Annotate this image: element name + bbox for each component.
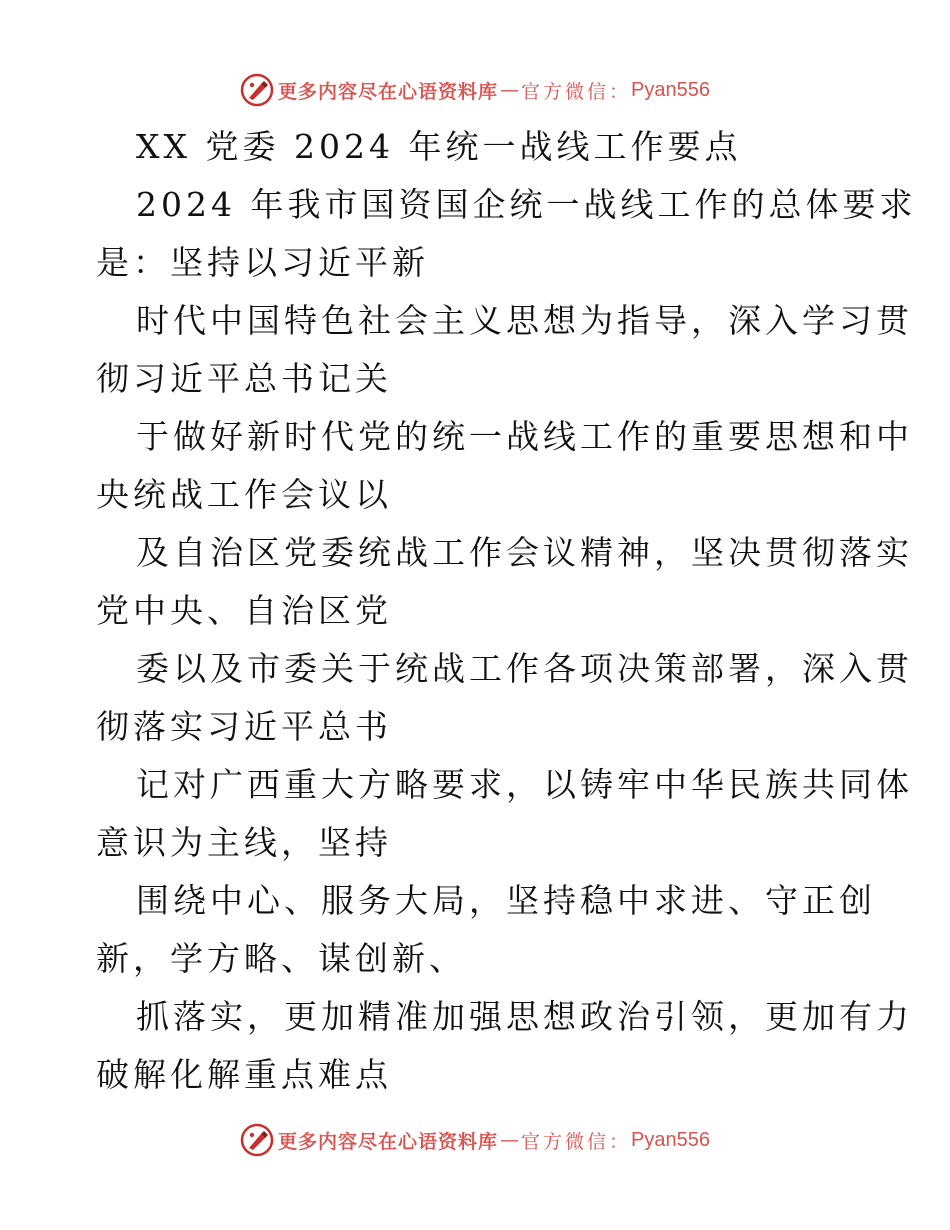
paragraph-line: 及自治区党委统战工作会议精神，坚决贯彻落实 [136,533,913,572]
document-body [96,118,917,1104]
header-watermark-banner [0,70,950,110]
banner-slogan: 更多内容尽在心语资料库 [278,80,499,103]
paragraph-line: 党中央、自治区党 [96,591,392,630]
paragraph-line: 抓落实，更加精准加强思想政治引领，更加有力 [136,997,913,1036]
paragraph-line: 委以及市委关于统战工作各项决策部署，深入贯 [136,649,913,688]
paragraph-line: 于做好新时代党的统一战线工作的重要思想和中 [136,417,913,456]
paragraph-line: 是：坚持以习近平新 [96,243,429,282]
paragraph-line: 围绕中心、服务大局，坚持稳中求进、守正创 [136,881,876,920]
pen-nib-logo-icon [240,1123,274,1157]
paragraph-line: 记对广西重大方略要求，以铸牢中华民族共同体 [136,765,913,804]
paragraph-line: 彻习近平总书记关 [96,359,392,398]
banner-official-label: 官方微信： [521,1130,632,1153]
pen-nib-logo-icon [240,73,274,107]
footer-watermark-banner [0,1120,950,1160]
banner-slogan: 更多内容尽在心语资料库 [278,1130,499,1153]
banner-dash: — [500,1129,520,1151]
paragraph-line: 意识为主线，坚持 [96,823,392,862]
banner-dash: — [500,79,520,101]
paragraph-line: 央统战工作会议以 [96,475,392,514]
paragraph-line: 时代中国特色社会主义思想为指导，深入学习贯 [136,301,913,340]
banner-wechat-id: Pyan556 [631,1128,710,1151]
document-title: XX 党委 2024 年统一战线工作要点 [136,127,742,166]
paragraph-line: 2024 年我市国资国企统一战线工作的总体要求 [136,185,917,224]
paragraph-line: 破解化解重点难点 [96,1055,392,1094]
paragraph-line: 新，学方略、谋创新、 [96,939,466,978]
banner-official-label: 官方微信： [521,80,632,103]
paragraph-line: 彻落实习近平总书 [96,707,392,746]
banner-wechat-id: Pyan556 [631,78,710,101]
